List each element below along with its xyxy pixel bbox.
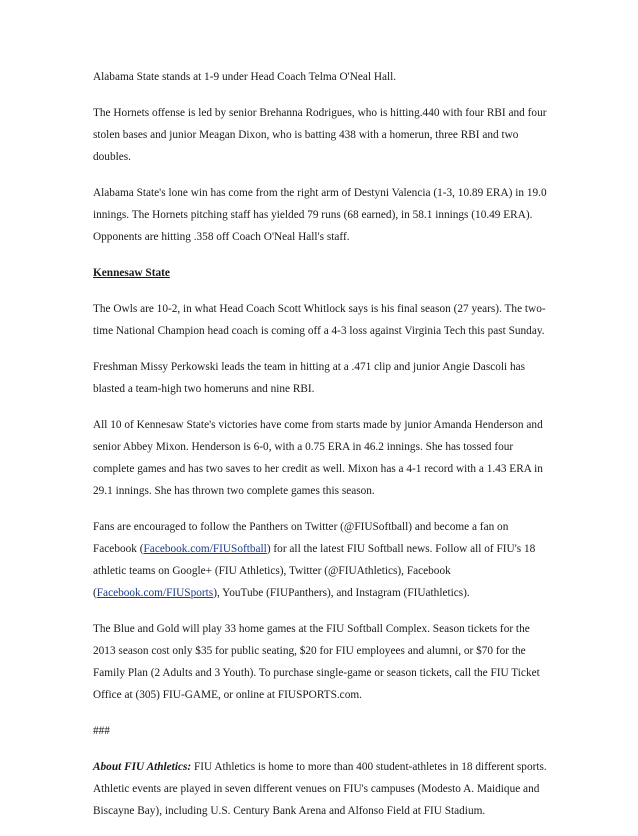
section-heading-kennesaw: Kennesaw State <box>93 267 170 279</box>
facebook-softball-link[interactable]: Facebook.com/FIUSoftball <box>143 543 267 555</box>
document-page <box>93 66 553 836</box>
social-text-a: Fans are encouraged to follow the Panthers on Twitter (@FIUSoftball) and become a fan on Facebook ( <box>93 521 509 555</box>
paragraph-owls-record: The Owls are 10-2, in what Head Coach Scott Whitlock says is his final season (27 years). The two-time National Champion head coach is coming off a 4-3 loss against Virginia Tech this past Sunday. <box>93 303 546 337</box>
paragraph-owls-pitching: All 10 of Kennesaw State's victories have come from starts made by junior Amanda Henderson and senior Abbey Mixon. Henderson is 6-0, with a 0.75 ERA in 46.2 innings. She has tossed four complete games and has two saves to her credit as well. Mixon has a 4-1 record with a 1.43 ERA in 29.1 innings. She has thrown two complete games this season. <box>93 419 543 497</box>
paragraph-owls-hitting: Freshman Missy Perkowski leads the team in hitting at a .471 clip and junior Angie Dascoli has blasted a team-high two homeruns and nine RBI. <box>93 361 526 395</box>
separator: ### <box>93 725 110 737</box>
social-text-c: ), YouTube (FIUPanthers), and Instagram (FIUathletics). <box>213 587 470 599</box>
paragraph-alabama-record: Alabama State stands at 1-9 under Head Coach Telma O'Neal Hall. <box>93 71 397 83</box>
paragraph-about-fiu <box>93 756 553 822</box>
about-lead: About FIU Athletics: <box>93 761 192 773</box>
paragraph-hornets-pitching: Alabama State's lone win has come from the right arm of Destyni Valencia (1-3, 10.89 ERA) in 19.0 innings. The Hornets pitching staff has yielded 79 runs (68 earned), in 58.1 innings (10.49 ERA). Opponents are hitting .358 off Coach O'Neal Hall's staff. <box>93 187 547 243</box>
facebook-sports-link[interactable]: Facebook.com/FIUSports <box>96 587 214 599</box>
social-text-b: ) for all the latest FIU Softball news. Follow all of FIU's 18 athletic teams on Google+ (FIU Athletics), Twitter (@FIUAthletics), Facebook ( <box>93 543 536 599</box>
about-text: FIU Athletics is home to more than 400 student-athletes in 18 different sports. Athletic events are played in seven different venues on FIU's campuses (Modesto A. Maidique and Biscayne Bay), including U.S. Century Bank Arena and Alfonso Field at FIU Stadium. <box>93 761 547 817</box>
paragraph-season-tickets: The Blue and Gold will play 33 home games at the FIU Softball Complex. Season tickets for the 2013 season cost only $35 for public seating, $20 for FIU employees and alumni, or $70 for the Family Plan (2 Adults and 3 Youth). To purchase single-game or season tickets, call the FIU Ticket Office at (305) FIU-GAME, or online at FIUSPORTS.com. <box>93 623 540 701</box>
paragraph-hornets-offense: The Hornets offense is led by senior Brehanna Rodrigues, who is hitting.440 with four RBI and four stolen bases and junior Meagan Dixon, who is batting 438 with a homerun, three RBI and two doubles. <box>93 107 547 163</box>
paragraph-social-media <box>93 516 553 604</box>
